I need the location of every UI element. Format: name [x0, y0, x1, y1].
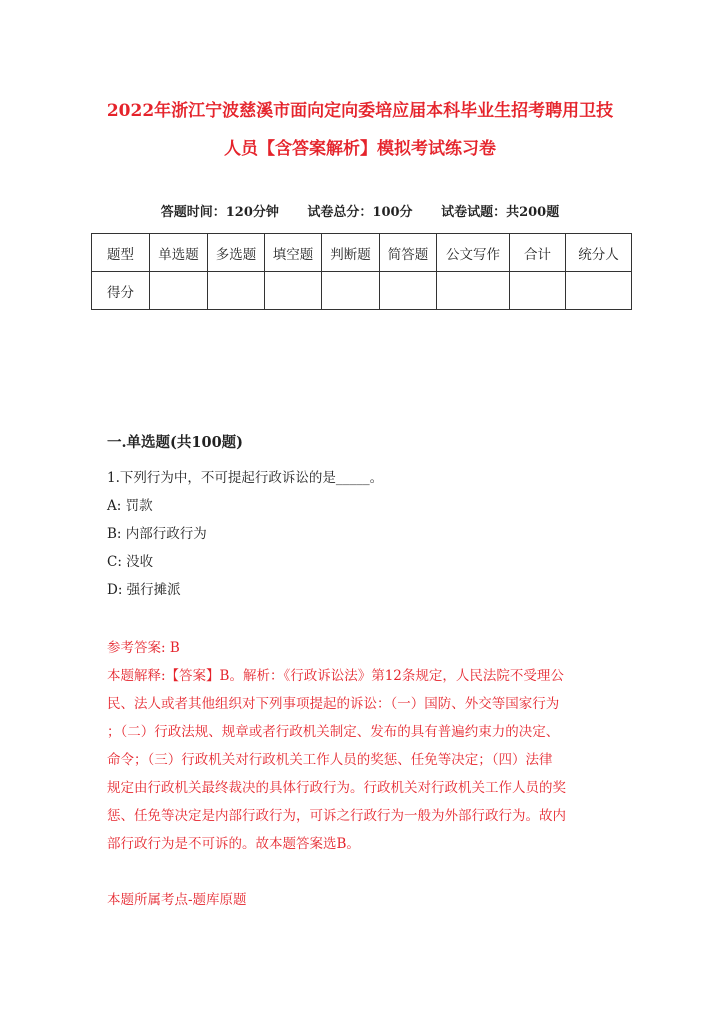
- explanation-line: 民、法人或者其他组织对下列事项提起的诉讼：（一）国防、外交等国家行为: [107, 696, 560, 712]
- score-cell: [150, 272, 208, 310]
- header-cell: 公文写作: [437, 234, 510, 272]
- score-cell: [265, 272, 322, 310]
- explanation-line: 规定由行政机关最终裁决的具体行政行为。行政机关对行政机关工作人员的奖: [107, 780, 566, 796]
- explanation-line: 命令；（三）行政机关对行政机关工作人员的奖惩、任免等决定；（四）法律: [107, 752, 553, 768]
- score-table-score-row: [92, 272, 632, 310]
- section-heading: 一.单选题(共100题): [107, 434, 244, 451]
- option-a: A: 罚款: [107, 498, 153, 514]
- score-cell: [208, 272, 265, 310]
- header-cell: 单选题: [150, 234, 208, 272]
- exam-question-count: 试卷试题：共200题: [441, 205, 560, 220]
- question-stem: 1.下列行为中，不可提起行政诉讼的是_____。: [107, 470, 384, 486]
- option-c: C: 没收: [107, 554, 154, 570]
- header-cell: 简答题: [380, 234, 437, 272]
- score-cell: [380, 272, 437, 310]
- row-label: 得分: [92, 272, 150, 310]
- document-title-line2: 人员【含答案解析】模拟考试练习卷: [224, 139, 496, 159]
- reference-answer: 参考答案: B: [107, 640, 180, 656]
- explanation-line: 惩、任免等决定是内部行政行为，可诉之行政行为一般为外部行政行为。故内: [107, 808, 566, 824]
- header-cell: 合计: [510, 234, 566, 272]
- score-cell: [510, 272, 566, 310]
- option-d: D: 强行摊派: [107, 582, 181, 598]
- question-source: 本题所属考点-题库原题: [107, 892, 247, 908]
- explanation-line: 部行政行为是不可诉的。故本题答案选B。: [107, 836, 360, 852]
- document-title-line1: 2022年浙江宁波慈溪市面向定向委培应届本科毕业生招考聘用卫技: [106, 101, 614, 121]
- score-table-header-row: [92, 234, 632, 272]
- score-cell: [322, 272, 380, 310]
- header-cell: 判断题: [322, 234, 380, 272]
- score-cell: [566, 272, 632, 310]
- exam-stats: [0, 201, 720, 220]
- explanation-line: 本题解释:【答案】B。解析：《行政诉讼法》第12条规定，人民法院不受理公: [107, 668, 564, 684]
- exam-time: 答题时间：120分钟: [160, 205, 279, 220]
- header-cell: 多选题: [208, 234, 265, 272]
- header-cell: 题型: [92, 234, 150, 272]
- score-table: [91, 233, 632, 310]
- header-cell: 统分人: [566, 234, 632, 272]
- score-cell: [437, 272, 510, 310]
- option-b: B: 内部行政行为: [107, 526, 207, 542]
- header-cell: 填空题: [265, 234, 322, 272]
- exam-total-score: 试卷总分：100分: [307, 205, 413, 220]
- explanation-line: ；（二）行政法规、规章或者行政机关制定、发布的具有普遍约束力的决定、: [107, 724, 560, 740]
